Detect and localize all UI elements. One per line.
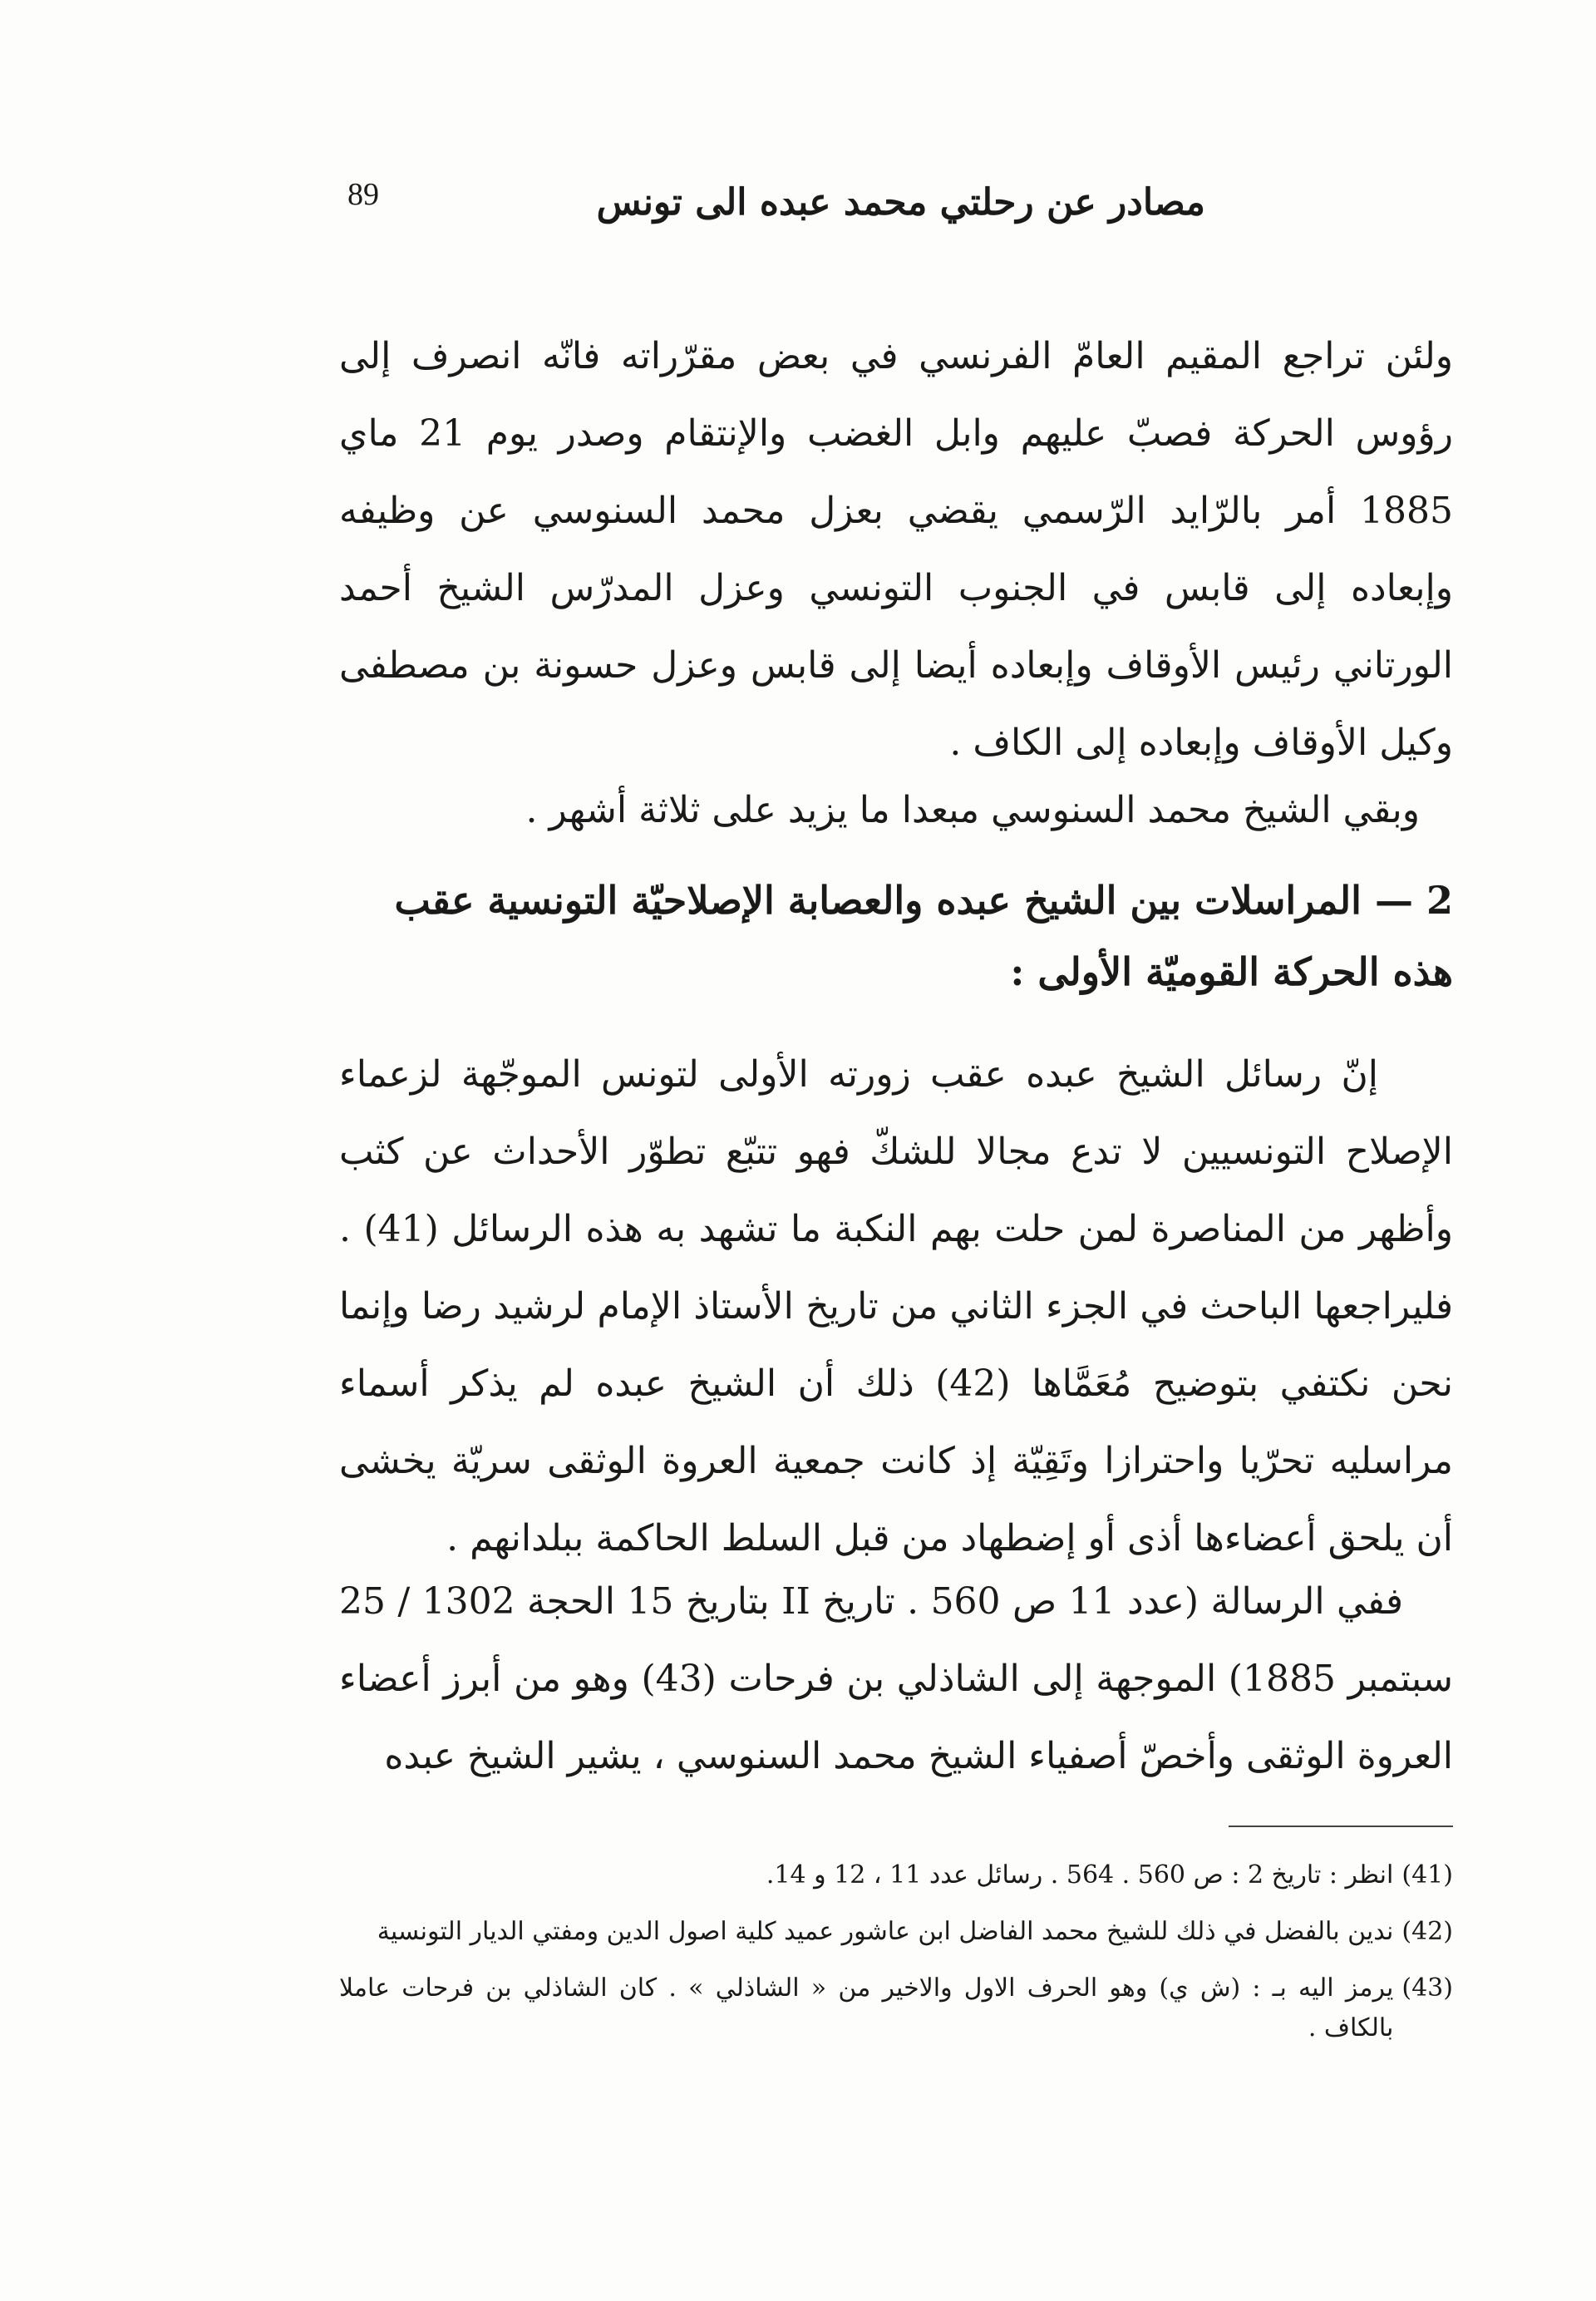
footnote-number: (43) (1401, 1973, 1453, 2003)
footnote-number: (41) (1401, 1860, 1453, 1890)
footnote-separator (1229, 1826, 1453, 1827)
page-number: 89 (347, 177, 379, 212)
footnote-42 (339, 1912, 1453, 1952)
paragraph-text: ولئن تراجع المقيم العامّ الفرنسي في بعض مقرّراته فانّه انصرف إلى رؤوس الحركة فصبّ عليهم وابل الغضب والإنتقام وصدر يوم 21 ماي 1885 أمر بالرّايد الرّسمي يقضي بعزل محمد السنوسي عن وظيفه وإبعاده إلى قابس في الجنوب التونسي وعزل المدرّس الشيخ أحمد الورتاني رئيس الأوقاف وإبعاده أيضا إلى قابس وعزل حسونة بن مصطفى وكيل الأوقاف وإبعاده إلى الكاف . (339, 335, 1453, 764)
footnote-text: ندين بالفضل في ذلك للشيخ محمد الفاضل ابن عاشور عميد كلية اصول الدين ومفتي الديار التونسية (377, 1917, 1394, 1946)
paragraph-3 (339, 1036, 1453, 1577)
footnote-43 (339, 1968, 1453, 2048)
paragraph-text: إنّ رسائل الشيخ عبده عقب زورته الأولى لتونس الموجّهة لزعماء الإصلاح التونسيين لا تدع مجالا للشكّ فهو تتبّع تطوّر الأحداث عن كثب وأظهر من المناصرة لمن حلت بهم النكبة ما تشهد به هذه الرسائل (41) . فليراجعها الباحث في الجزء الثاني من تاريخ الأستاذ الإمام لرشيد رضا وإنما نحن نكتفي بتوضيح مُعَمَّاها (42) ذلك أن الشيخ عبده لم يذكر أسماء مراسليه تحرّيا واحترازا وتَقِيّة إذ كانت جمعية العروة الوثقى سريّة يخشى أن يلحق أعضاءها أذى أو إضطهاد من قبل السلط الحاكمة ببلدانهم . (339, 1053, 1454, 1559)
running-title: مصادر عن رحلتي محمد عبده الى تونس (596, 181, 1205, 224)
paragraph-text: ففي الرسالة (عدد 11 ص 560 . تاريخ II بتاريخ 15 الحجة 1302 / 25 سبتمبر 1885) الموجهة إلى الشاذلي بن فرحات (43) وهو من أبرز أعضاء العروة الوثقى وأخصّ أصفياء الشيخ محمد السنوسي ، يشير الشيخ عبده (339, 1580, 1453, 1777)
footnote-text: انظر : تاريخ 2 : ص 560 . 564 . رسائل عدد 11 ، 12 و 14. (766, 1860, 1394, 1890)
paragraph-1 (339, 318, 1453, 781)
paragraph-text: وبقي الشيخ محمد السنوسي مبعدا ما يزيد على ثلاثة أشهر . (525, 789, 1420, 831)
paragraph-2 (339, 771, 1453, 849)
footnote-41 (339, 1855, 1453, 1895)
paragraph-4 (339, 1563, 1453, 1795)
footnotes (339, 1855, 1453, 2065)
section-heading: 2 — المراسلات بين الشيخ عبده والعصابة الإصلاحيّة التونسية عقب هذه الحركة القوميّة الأولى : (394, 878, 1453, 994)
footnote-text: يرمز اليه بـ : (ش ي) وهو الحرف الاول والاخير من « الشاذلي » . كان الشاذلي بن فرحات عاملا بالكاف . (339, 1973, 1394, 2042)
footnote-number: (42) (1401, 1917, 1453, 1946)
